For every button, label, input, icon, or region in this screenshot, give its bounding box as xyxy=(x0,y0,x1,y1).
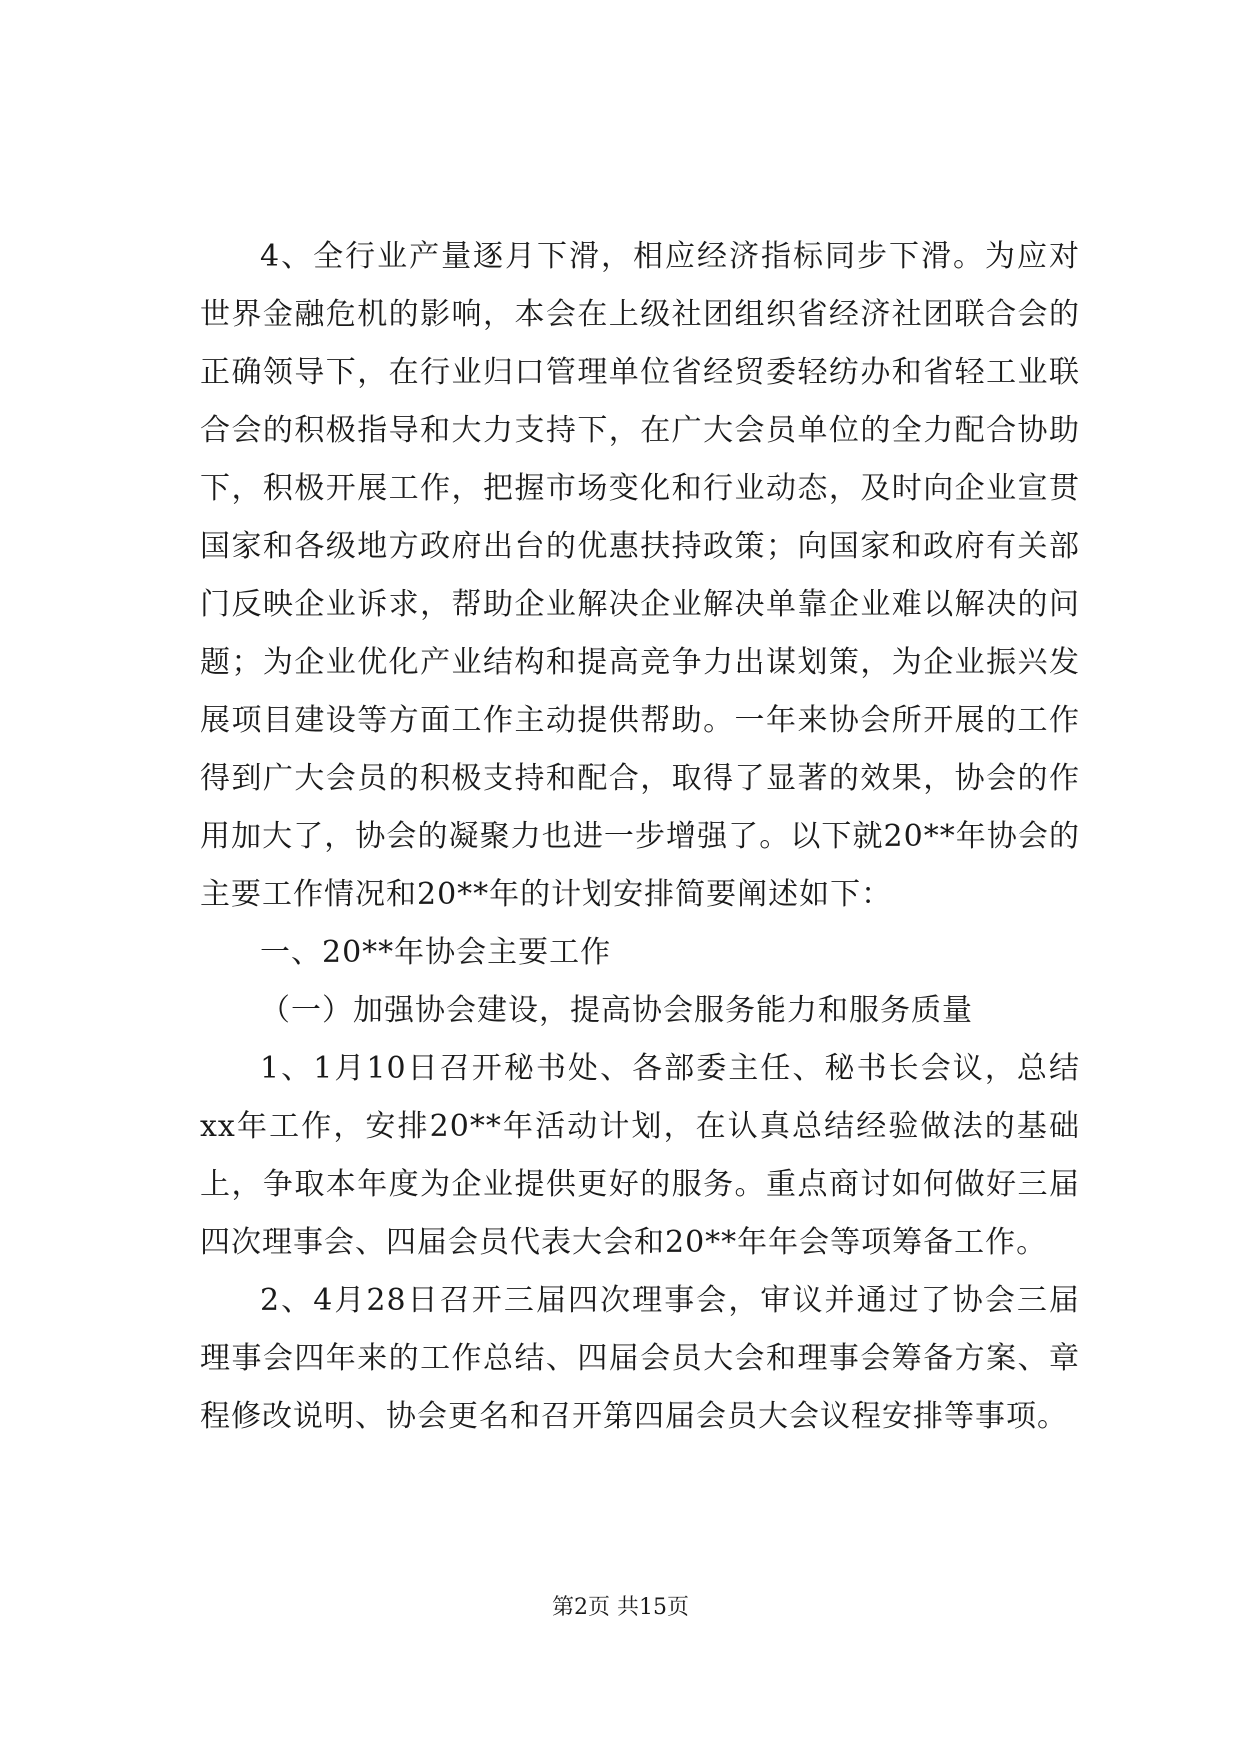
subsection-heading-association-building: （一）加强协会建设，提高协会服务能力和服务质量 xyxy=(260,993,973,1028)
page-number-footer: 第2页 共15页 xyxy=(552,1595,689,1620)
paragraph-industry-overview: 4、全行业产量逐月下滑，相应经济指标同步下滑。为应对世界金融危机的影响，本会在上级社团组织省经济社团联合会的正确领导下，在行业归口管理单位省经贸委轻纺办和省轻工业联合会的积极指导和大力支持下，在广大会员单位的全力配合协助下，积极开展工作，把握市场变化和行业动态，及时向企业宣贯国家和各级地方政府出台的优惠扶持政策；向国家和政府有关部门反映企业诉求，帮助企业解决企业解决单靠企业难以解决的问题；为企业优化产业结构和提高竞争力出谋划策，为企业振兴发展项目建设等方面工作主动提供帮助。一年来协会所开展的工作得到广大会员的积极支持和配合，取得了显著的效果，协会的作用加大了，协会的凝聚力也进一步增强了。以下就20**年协会的主要工作情况和20**年的计划安排简要阐述如下： xyxy=(200,239,1080,912)
paragraph-item-1: 1、1月10日召开秘书处、各部委主任、秘书长会议，总结xx年工作，安排20**年活动计划，在认真总结经验做法的基础上，争取本年度为企业提供更好的服务。重点商讨如何做好三届四次理事会、四届会员代表大会和20**年年会等项筹备工作。 xyxy=(200,1051,1080,1260)
section-heading-main-work: 一、20**年协会主要工作 xyxy=(260,935,612,970)
document-body xyxy=(200,228,1080,1446)
paragraph-item-2: 2、4月28日召开三届四次理事会，审议并通过了协会三届理事会四年来的工作总结、四届会员大会和理事会筹备方案、章程修改说明、协会更名和召开第四届会员大会议程安排等事项。 xyxy=(200,1283,1080,1434)
